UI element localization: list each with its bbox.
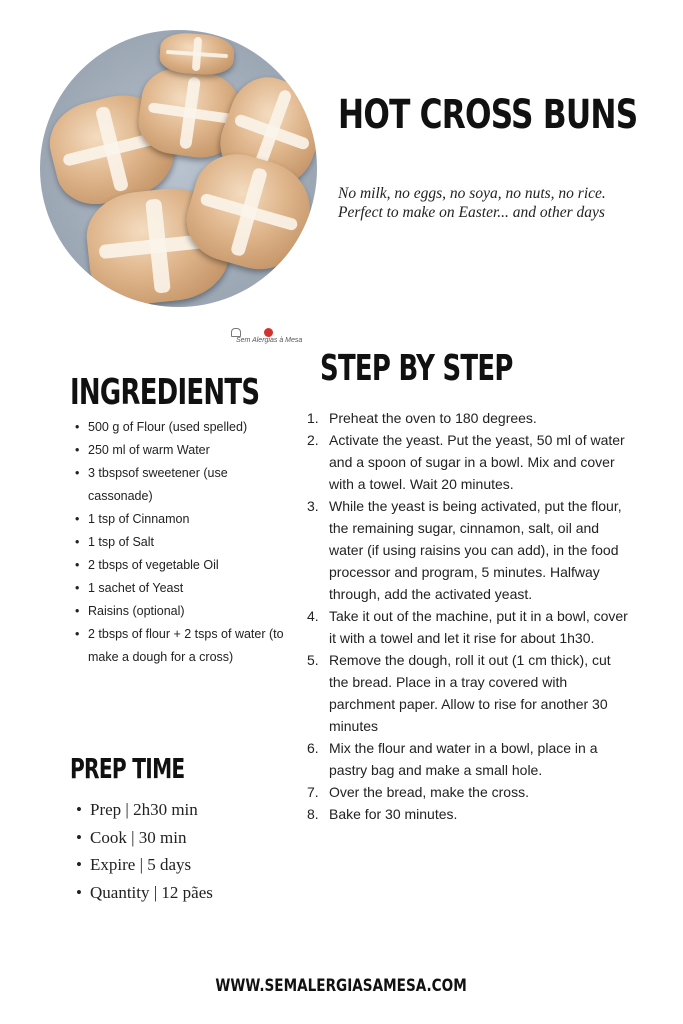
step-text: Activate the yeast. Put the yeast, 50 ml of water and a spoon of sugar in a bowl. Mix and cover with a towel. Wait 20 minutes. <box>329 432 625 492</box>
prep-item: • Quantity | 12 pães <box>74 879 213 907</box>
tomato-icon <box>264 328 273 337</box>
step-item <box>303 495 633 605</box>
step-item <box>303 407 633 429</box>
step-text: Remove the dough, roll it out (1 cm thick), cut the bread. Place in a tray covered with parchment paper. Allow to rise for another 30 minutes <box>329 652 611 734</box>
step-item <box>303 781 633 803</box>
step-text: Mix the flour and water in a bowl, place in a pastry bag and make a small hole. <box>329 740 598 778</box>
ingredients-heading: INGREDIENTS <box>70 372 260 413</box>
site-logo <box>228 328 303 350</box>
step-text: Over the bread, make the cross. <box>329 784 529 800</box>
subtitle-line: No milk, no eggs, no soya, no nuts, no rice. <box>338 185 606 202</box>
step-number: 3. <box>307 498 319 514</box>
hot-cross-buns-photo <box>40 30 317 307</box>
footer <box>0 976 683 996</box>
ingredient-item: • 1 sachet of Yeast <box>72 577 294 600</box>
ingredients-list <box>72 416 294 669</box>
step-number: 1. <box>307 410 319 426</box>
subtitle-line: Perfect to make on Easter... and other days <box>338 204 605 221</box>
chef-hat-icon <box>231 328 241 337</box>
step-text: While the yeast is being activated, put the flour, the remaining sugar, cinnamon, salt, oil and water (if using raisins you can add), in the food processor and program, 5 minutes. Halfway through, add the activated yeast. <box>329 498 622 602</box>
prep-item: • Prep | 2h30 min <box>74 796 213 824</box>
step-number: 6. <box>307 740 319 756</box>
logo-text: Sem Alergias à Mesa <box>236 337 303 344</box>
step-text: Preheat the oven to 180 degrees. <box>329 410 537 426</box>
ingredient-item: • 3 tbspsof sweetener (use cassonade) <box>72 462 294 508</box>
steps-heading: STEP BY STEP <box>320 348 513 389</box>
step-number: 2. <box>307 432 319 448</box>
steps-list <box>303 407 633 825</box>
prep-time-list <box>74 796 213 906</box>
step-number: 5. <box>307 652 319 668</box>
step-item <box>303 605 633 649</box>
step-number: 8. <box>307 806 319 822</box>
step-item <box>303 803 633 825</box>
ingredient-item: • 500 g of Flour (used spelled) <box>72 416 294 439</box>
page-title: HOT CROSS BUNS <box>338 92 638 138</box>
ingredient-item: • 1 tsp of Salt <box>72 531 294 554</box>
ingredient-item: • 250 ml of warm Water <box>72 439 294 462</box>
step-text: Take it out of the machine, put it in a bowl, cover it with a towel and let it rise for about 1h30. <box>329 608 628 646</box>
step-item <box>303 737 633 781</box>
ingredient-item: • 1 tsp of Cinnamon <box>72 508 294 531</box>
prep-item: • Expire | 5 days <box>74 851 213 879</box>
ingredient-item: • 2 tbsps of vegetable Oil <box>72 554 294 577</box>
ingredient-item: • Raisins (optional) <box>72 600 294 623</box>
bun-image <box>159 31 236 76</box>
ingredient-item: • 2 tbsps of flour + 2 tsps of water (to make a dough for a cross) <box>72 623 294 669</box>
subtitle <box>338 184 658 222</box>
step-item <box>303 649 633 737</box>
prep-time-heading: PREP TIME <box>70 752 185 785</box>
step-number: 7. <box>307 784 319 800</box>
step-text: Bake for 30 minutes. <box>329 806 458 822</box>
step-number: 4. <box>307 608 319 624</box>
prep-item: • Cook | 30 min <box>74 824 213 852</box>
website-url: WWW.SEMALERGIASAMESA.COM <box>215 976 468 996</box>
step-item <box>303 429 633 495</box>
